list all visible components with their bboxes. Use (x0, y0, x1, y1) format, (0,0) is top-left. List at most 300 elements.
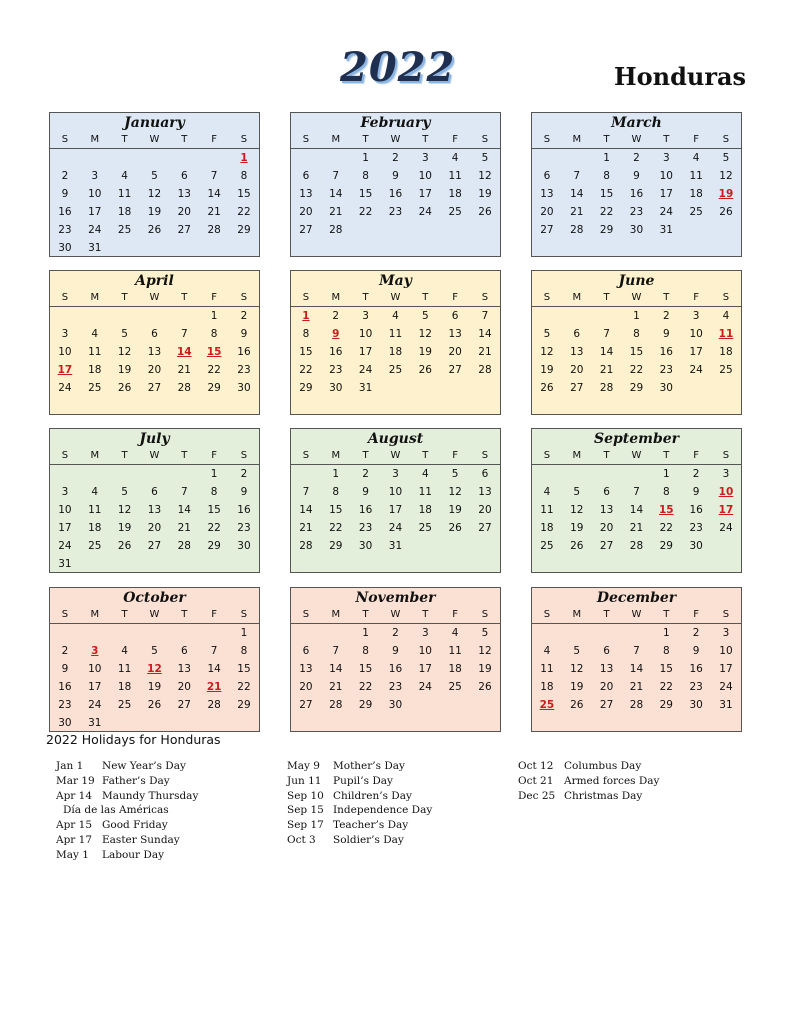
day-cell: 17 (418, 663, 432, 675)
day-cell: 2 (240, 468, 248, 480)
day-cell: 28 (207, 224, 221, 236)
empty-cell (169, 555, 199, 573)
day-cell: 8 (210, 328, 218, 340)
day-cell: 11 (88, 346, 102, 358)
week-row (532, 203, 741, 221)
day-cell: 8 (240, 170, 248, 182)
month-november (290, 587, 501, 732)
day-cell: 11 (448, 170, 462, 182)
empty-cell (711, 239, 741, 257)
empty-cell (562, 465, 592, 483)
day-cell: 8 (662, 645, 670, 657)
empty-cell (711, 379, 741, 397)
day-cell: 20 (177, 681, 191, 693)
day-cell: 23 (58, 699, 72, 711)
week-row (532, 519, 741, 537)
holiday-item (56, 790, 198, 805)
week-row (532, 167, 741, 185)
empty-cell (321, 555, 351, 573)
day-cell: 18 (689, 188, 703, 200)
day-cell: 12 (147, 188, 162, 200)
holiday-item (287, 834, 432, 849)
day-cell: 27 (448, 364, 462, 376)
day-cell: 30 (689, 699, 703, 711)
day-cell: 10 (659, 170, 673, 182)
weekday-label: F (211, 450, 218, 461)
day-cell: 29 (237, 699, 251, 711)
day-cell: 17 (388, 504, 403, 516)
empty-cell (381, 555, 411, 573)
empty-cell (351, 555, 381, 573)
empty-cell (321, 397, 351, 415)
week-row (532, 343, 741, 361)
day-cell: 2 (692, 468, 700, 480)
day-cell: 6 (573, 328, 581, 340)
day-cell: 22 (659, 522, 673, 534)
day-cell: 23 (388, 206, 403, 218)
day-cell: 3 (421, 627, 429, 639)
day-cell: 6 (603, 645, 610, 657)
day-cell: 14 (329, 663, 343, 675)
day-cell: 30 (388, 699, 403, 711)
holiday-date: 21 (206, 681, 222, 693)
empty-cell (80, 555, 110, 573)
empty-cell (681, 555, 711, 573)
empty-cell (80, 307, 110, 325)
weekday-label: F (452, 450, 459, 461)
weekday-label: F (211, 609, 218, 620)
weekday-label: F (211, 134, 218, 145)
day-cell: 30 (329, 382, 343, 394)
day-cell: 28 (329, 699, 343, 711)
day-cell: 3 (61, 486, 69, 498)
day-cell: 12 (570, 504, 584, 516)
empty-cell (229, 714, 259, 732)
weekday-label: T (121, 609, 128, 620)
day-cell: 28 (629, 699, 644, 711)
page-title-country: Honduras (613, 62, 747, 91)
day-cell: 19 (147, 681, 162, 693)
day-cell: 22 (358, 681, 373, 693)
holiday-name: Teacher’s Day (333, 819, 409, 832)
holiday-column (56, 760, 198, 864)
day-cell: 20 (448, 346, 462, 358)
empty-cell (169, 307, 199, 325)
day-cell: 23 (689, 681, 703, 693)
day-cell: 11 (540, 663, 554, 675)
empty-cell (711, 221, 741, 239)
empty-cell (321, 624, 351, 642)
empty-cell (351, 221, 381, 239)
week-row (291, 642, 500, 660)
day-cell: 5 (573, 645, 581, 657)
day-cell: 15 (358, 188, 373, 200)
week-row (291, 537, 500, 555)
weekday-header (50, 607, 259, 624)
day-cell: 9 (692, 486, 700, 498)
empty-cell (291, 239, 321, 257)
day-cell: 16 (237, 504, 251, 516)
month-december (531, 587, 742, 732)
week-row (291, 203, 500, 221)
day-cell: 7 (210, 170, 218, 182)
empty-cell (440, 221, 470, 239)
day-cell: 15 (629, 346, 644, 358)
holiday-date-label: Sep 17 (287, 819, 324, 832)
weekday-label: S (722, 609, 730, 620)
day-cell: 21 (478, 346, 492, 358)
week-row (532, 660, 741, 678)
holiday-date: 1 (302, 310, 310, 322)
day-cell: 21 (599, 364, 614, 376)
day-cell: 6 (180, 645, 188, 657)
empty-cell (592, 555, 622, 573)
day-cell: 30 (358, 540, 373, 552)
empty-cell (532, 714, 562, 732)
empty-cell (562, 555, 592, 573)
day-cell: 22 (629, 364, 644, 376)
empty-cell (381, 397, 411, 415)
page-title-year: 2022 (340, 44, 456, 91)
weekday-label: T (422, 450, 429, 461)
day-cell: 4 (121, 170, 128, 182)
day-cell: 28 (299, 540, 313, 552)
holiday-name: New Year’s Day (102, 760, 186, 772)
day-cell: 1 (210, 310, 218, 322)
empty-cell (199, 714, 229, 732)
day-cell: 16 (689, 663, 703, 675)
day-cell: 6 (302, 645, 310, 657)
empty-cell (229, 239, 259, 257)
day-cell: 31 (58, 558, 72, 570)
day-cell: 23 (58, 224, 72, 236)
day-cell: 13 (177, 663, 191, 675)
holiday-item (287, 760, 432, 775)
week-row (50, 714, 259, 732)
empty-cell (532, 307, 562, 325)
empty-cell (199, 397, 229, 415)
day-cell: 5 (722, 152, 730, 164)
weekday-label: M (90, 292, 100, 303)
day-cell: 17 (58, 522, 72, 534)
day-cell: 11 (88, 504, 102, 516)
weekday-label: T (603, 609, 610, 620)
empty-cell (440, 537, 470, 555)
day-cell: 24 (88, 224, 102, 236)
day-cell: 4 (543, 486, 551, 498)
empty-cell (681, 379, 711, 397)
day-cell: 26 (478, 681, 492, 693)
empty-cell (291, 149, 321, 167)
day-cell: 14 (299, 504, 313, 516)
holiday-date: 12 (147, 663, 162, 675)
day-cell: 12 (448, 486, 462, 498)
day-cell: 12 (478, 170, 492, 182)
day-cell: 9 (240, 486, 248, 498)
weekday-label: T (121, 292, 128, 303)
week-row (50, 624, 259, 642)
holiday-name: Christmas Day (564, 789, 643, 802)
day-cell: 31 (388, 540, 403, 552)
day-cell: 29 (358, 699, 373, 711)
week-row (532, 714, 741, 732)
empty-cell (410, 555, 440, 573)
day-cell: 8 (302, 328, 310, 340)
week-row (50, 343, 259, 361)
empty-cell (140, 714, 170, 732)
empty-cell (470, 696, 500, 714)
day-cell: 1 (332, 468, 340, 480)
day-cell: 25 (448, 206, 462, 218)
day-cell: 5 (481, 627, 489, 639)
day-cell: 9 (61, 663, 69, 675)
day-cell: 5 (421, 310, 429, 322)
day-cell: 5 (151, 645, 158, 657)
weekday-label: W (631, 292, 642, 303)
day-cell: 25 (88, 540, 102, 552)
empty-cell (532, 239, 562, 257)
day-cell: 15 (237, 663, 251, 675)
holiday-name: Pupil’s Day (333, 774, 393, 787)
weekday-label: F (211, 292, 218, 303)
day-cell: 1 (210, 468, 218, 480)
week-row (291, 239, 500, 257)
day-cell: 5 (481, 152, 489, 164)
weekday-label: T (422, 134, 429, 145)
month-name: August (367, 431, 424, 447)
day-cell: 8 (662, 486, 670, 498)
day-cell: 16 (329, 346, 343, 358)
holiday-date-label: Sep 15 (287, 804, 324, 817)
month-name: February (360, 115, 431, 131)
day-cell: 16 (237, 346, 251, 358)
week-row (50, 537, 259, 555)
day-cell: 13 (599, 663, 614, 675)
day-cell: 3 (662, 152, 670, 164)
day-cell: 21 (207, 206, 221, 218)
day-cell: 13 (448, 328, 462, 340)
week-row (291, 221, 500, 239)
day-cell: 25 (719, 364, 733, 376)
weekday-label: W (149, 134, 160, 145)
day-cell: 2 (662, 310, 670, 322)
weekday-label: S (240, 292, 248, 303)
weekday-label: W (149, 292, 160, 303)
weekday-header (50, 290, 259, 307)
empty-cell (651, 239, 681, 257)
day-cell: 16 (58, 206, 72, 218)
weekday-label: M (90, 450, 100, 461)
empty-cell (711, 555, 741, 573)
week-row (532, 185, 741, 203)
day-cell: 4 (451, 627, 459, 639)
empty-cell (440, 379, 470, 397)
empty-cell (110, 624, 140, 642)
day-cell: 18 (418, 504, 432, 516)
day-cell: 17 (88, 206, 102, 218)
day-cell: 13 (177, 188, 191, 200)
day-cell: 7 (633, 645, 640, 657)
day-cell: 22 (207, 522, 221, 534)
day-cell: 30 (237, 382, 251, 394)
week-row (291, 185, 500, 203)
week-row (532, 642, 741, 660)
weekday-label: T (603, 450, 610, 461)
day-cell: 4 (392, 310, 399, 322)
week-row (291, 167, 500, 185)
day-cell: 8 (362, 645, 369, 657)
day-cell: 10 (88, 188, 102, 200)
holiday-date-label: Jun 11 (287, 774, 322, 787)
day-cell: 30 (629, 224, 644, 236)
day-cell: 13 (540, 188, 554, 200)
month-june (531, 270, 742, 415)
weekday-label: S (302, 134, 310, 145)
empty-cell (651, 555, 681, 573)
day-cell: 18 (719, 346, 733, 358)
day-cell: 19 (478, 188, 492, 200)
weekday-header (532, 607, 741, 624)
day-cell: 12 (719, 170, 733, 182)
empty-cell (681, 239, 711, 257)
day-cell: 27 (599, 540, 614, 552)
day-cell: 14 (570, 188, 584, 200)
day-cell: 25 (388, 364, 403, 376)
day-cell: 17 (88, 681, 102, 693)
weekday-label: T (362, 450, 369, 461)
holiday-name: Labour Day (102, 848, 165, 861)
day-cell: 30 (689, 540, 703, 552)
day-cell: 24 (58, 382, 72, 394)
day-cell: 2 (692, 627, 700, 639)
empty-cell (169, 465, 199, 483)
day-cell: 25 (117, 699, 132, 711)
empty-cell (592, 465, 622, 483)
empty-cell (592, 307, 622, 325)
day-cell: 27 (299, 699, 313, 711)
month-august (290, 428, 501, 573)
day-cell: 19 (570, 681, 584, 693)
day-cell: 21 (629, 522, 644, 534)
day-cell: 12 (540, 346, 554, 358)
week-row (532, 483, 741, 501)
holiday-name: Easter Sunday (102, 833, 180, 846)
day-cell: 29 (207, 382, 221, 394)
day-cell: 5 (151, 170, 158, 182)
day-cell: 16 (58, 681, 72, 693)
empty-cell (291, 465, 321, 483)
holiday-date-label: Jan 1 (56, 760, 84, 772)
week-row (50, 678, 259, 696)
week-row (50, 501, 259, 519)
week-row (291, 714, 500, 732)
weekday-header (291, 132, 500, 149)
day-cell: 31 (659, 224, 673, 236)
day-cell: 29 (237, 224, 251, 236)
day-cell: 22 (237, 206, 251, 218)
weekday-label: W (390, 609, 401, 620)
weekday-label: S (481, 292, 489, 303)
week-row (291, 555, 500, 573)
week-row (50, 149, 259, 167)
day-cell: 24 (58, 540, 72, 552)
day-cell: 11 (689, 170, 703, 182)
day-cell: 29 (629, 382, 644, 394)
month-january (49, 112, 260, 257)
week-row (50, 519, 259, 537)
weekday-label: M (331, 450, 341, 461)
weekday-header (291, 448, 500, 465)
empty-cell (681, 397, 711, 415)
day-cell: 12 (418, 328, 432, 340)
empty-cell (50, 465, 80, 483)
empty-cell (110, 555, 140, 573)
holiday-name: Armed forces Day (564, 774, 660, 787)
empty-cell (50, 149, 80, 167)
day-cell: 22 (207, 364, 221, 376)
day-cell: 10 (418, 170, 432, 182)
day-cell: 21 (177, 522, 191, 534)
day-cell: 7 (302, 486, 310, 498)
empty-cell (470, 379, 500, 397)
day-cell: 12 (117, 346, 132, 358)
empty-cell (532, 624, 562, 642)
day-cell: 14 (478, 328, 492, 340)
week-row (291, 678, 500, 696)
weekday-label: T (362, 134, 369, 145)
empty-cell (351, 714, 381, 732)
week-row (291, 343, 500, 361)
day-cell: 3 (692, 310, 700, 322)
weekday-label: F (452, 134, 459, 145)
weekday-label: M (572, 134, 582, 145)
day-cell: 26 (147, 699, 162, 711)
empty-cell (711, 714, 741, 732)
weekday-label: S (61, 292, 69, 303)
day-cell: 14 (599, 346, 614, 358)
day-cell: 20 (299, 681, 313, 693)
day-cell: 3 (392, 468, 399, 480)
weekday-label: T (362, 292, 369, 303)
day-cell: 4 (543, 645, 551, 657)
empty-cell (169, 624, 199, 642)
day-cell: 19 (448, 504, 462, 516)
holiday-date-label: Sep 10 (287, 789, 324, 802)
day-cell: 10 (388, 486, 403, 498)
weekday-label: S (302, 609, 310, 620)
day-cell: 21 (299, 522, 313, 534)
weekday-label: S (722, 134, 730, 145)
day-cell: 26 (570, 699, 584, 711)
week-row (50, 465, 259, 483)
week-row (50, 379, 259, 397)
day-cell: 20 (147, 364, 162, 376)
weekday-label: M (331, 292, 341, 303)
day-cell: 10 (418, 645, 432, 657)
day-cell: 27 (147, 540, 162, 552)
day-cell: 20 (599, 522, 614, 534)
weekday-label: S (481, 450, 489, 461)
weekday-label: F (693, 609, 700, 620)
week-row (50, 555, 259, 573)
week-row (291, 307, 500, 325)
holiday-date: 15 (658, 504, 674, 516)
day-cell: 15 (599, 188, 614, 200)
empty-cell (110, 239, 140, 257)
day-cell: 8 (603, 170, 610, 182)
day-cell: 16 (388, 663, 403, 675)
day-cell: 15 (299, 346, 313, 358)
